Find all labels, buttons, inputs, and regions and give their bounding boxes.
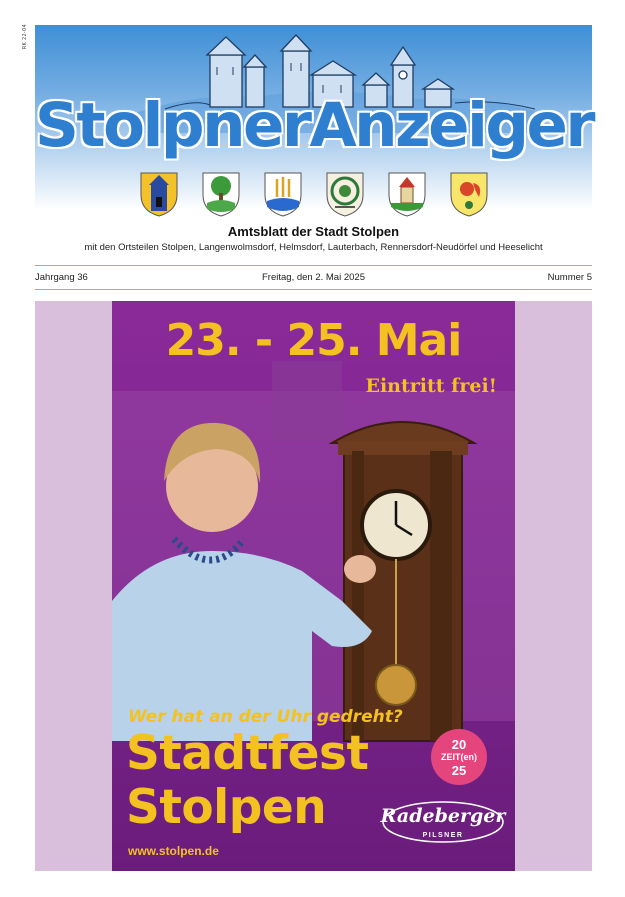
event-date: 23. - 25. Mai xyxy=(165,315,462,366)
heeselicht-crest-icon xyxy=(449,171,489,217)
issue-number: Nummer 5 xyxy=(547,272,592,283)
langenwolmsdorf-crest-icon xyxy=(201,171,241,217)
masthead xyxy=(35,25,592,262)
crest-row xyxy=(139,171,489,217)
badge-top: 20 xyxy=(451,737,467,752)
masthead-title: StolpnerAnzeiger xyxy=(35,90,593,161)
admission-note: Eintritt frei! xyxy=(365,375,497,397)
masthead-districts: mit den Ortsteilen Stolpen, Langenwolmsdorf, Helmsdorf, Lauterbach, Rennersdorf-Neudörfel und Heeselicht xyxy=(84,242,543,253)
badge-bottom: 25 xyxy=(451,763,467,778)
event-title-line1: Stadtfest xyxy=(126,726,369,781)
side-code: RK 22-04 xyxy=(22,24,28,50)
masthead-subtitle: Amtsblatt der Stadt Stolpen xyxy=(227,224,400,239)
helmsdorf-crest-icon xyxy=(263,171,303,217)
volume-label: Jahrgang 36 xyxy=(35,272,88,283)
event-url: www.stolpen.de xyxy=(128,844,219,858)
anniversary-badge xyxy=(431,729,487,785)
stolpen-crest-icon xyxy=(139,171,179,217)
rennersdorf-crest-icon xyxy=(387,171,427,217)
event-poster xyxy=(112,301,515,871)
sponsor-name: Radeberger xyxy=(380,805,506,827)
issue-date: Freitag, den 2. Mai 2025 xyxy=(262,272,365,283)
issue-info-bar xyxy=(35,265,592,290)
lauterbach-crest-icon xyxy=(325,171,365,217)
event-title-line2: Stolpen xyxy=(126,780,327,835)
sponsor-logo xyxy=(380,799,506,845)
sponsor-subtitle: PILSNER xyxy=(422,832,464,839)
badge-middle: ZEIT(en) xyxy=(441,752,477,762)
poster-question: Wer hat an der Uhr gedreht? xyxy=(128,707,403,727)
